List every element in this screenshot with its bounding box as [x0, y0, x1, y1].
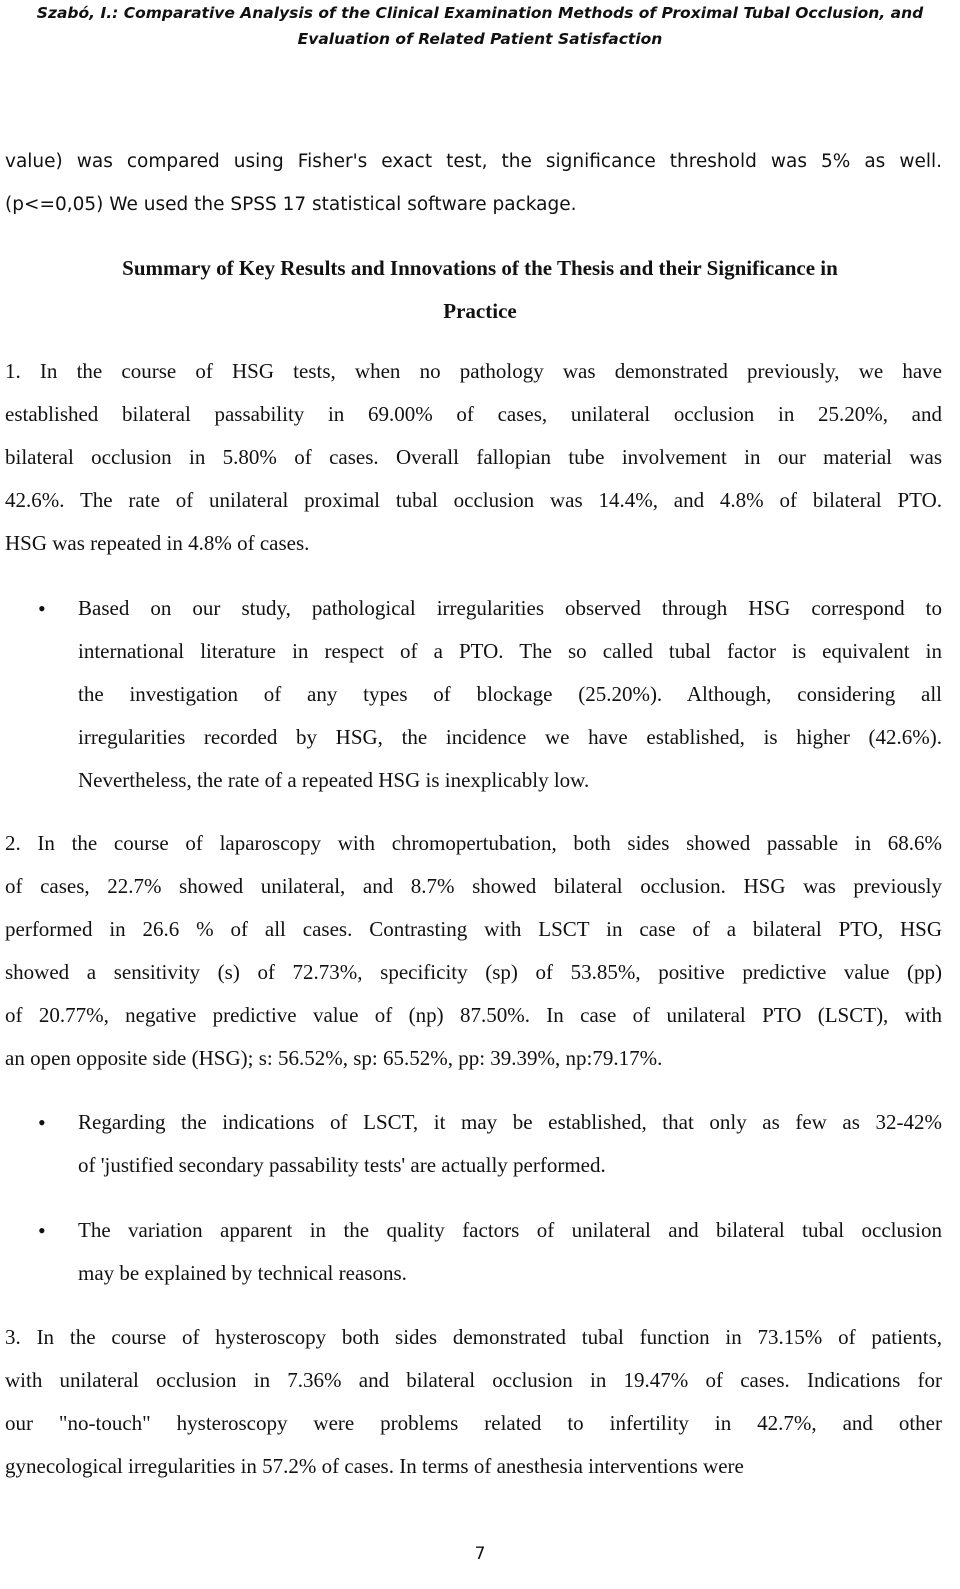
result-3-paragraph: [5, 1316, 942, 1488]
bullet-2-text: [78, 1101, 942, 1187]
bullet-1-line-1: Based on our study, pathological irregularities observed through HSG correspond to: [78, 596, 942, 620]
result-2-line-6: an open opposite side (HSG); s: 56.52%, sp: 65.52%, pp: 39.39%, np:79.17%.: [5, 1046, 663, 1070]
running-header: [0, 0, 960, 52]
bullet-icon: •: [38, 1218, 46, 1243]
bullet-2-line-1: Regarding the indications of LSCT, it may be established, that only as few as 32-42%: [78, 1110, 942, 1134]
result-3-line-3: our "no-touch" hysteroscopy were problems related to infertility in 42.7%, and other: [5, 1411, 942, 1435]
result-2-line-2: of cases, 22.7% showed unilateral, and 8.7% showed bilateral occlusion. HSG was previously: [5, 874, 942, 898]
result-2-line-3: performed in 26.6 % of all cases. Contrasting with LSCT in case of a bilateral PTO, HSG: [5, 917, 942, 941]
result-3-line-4: gynecological irregularities in 57.2% of cases. In terms of anesthesia interventions were: [5, 1454, 744, 1478]
bullet-1-line-3: the investigation of any types of blockage (25.20%). Although, considering all: [78, 682, 942, 706]
bullet-3-line-1: The variation apparent in the quality factors of unilateral and bilateral tubal occlusion: [78, 1218, 942, 1242]
bullet-1-line-2: international literature in respect of a PTO. The so called tubal factor is equivalent in: [78, 639, 942, 663]
page-number: 7: [474, 1544, 486, 1564]
result-1-line-5: HSG was repeated in 4.8% of cases.: [5, 531, 310, 555]
result-2-line-1: 2. In the course of laparoscopy with chromopertubation, both sides showed passable in 68.6%: [5, 831, 942, 855]
bullet-icon: •: [38, 1110, 46, 1135]
bullet-icon: •: [38, 596, 46, 621]
intro-line-2: (p<=0,05) We used the SPSS 17 statistical software package.: [5, 194, 577, 215]
bullet-1-line-5: Nevertheless, the rate of a repeated HSG is inexplicably low.: [78, 768, 590, 792]
bullet-2-line-2: of 'justified secondary passability tests' are actually performed.: [78, 1153, 606, 1177]
section-heading-line-2: Practice: [443, 299, 517, 323]
result-1-line-2: established bilateral passability in 69.00% of cases, unilateral occlusion in 25.20%, and: [5, 402, 942, 426]
header-line-1: Szabó, I.: Comparative Analysis of the Clinical Examination Methods of Proximal Tubal Occlusion, and: [36, 4, 924, 22]
intro-line-1: value) was compared using Fisher's exact test, the significance threshold was 5% as well.: [5, 151, 942, 172]
result-2-line-4: showed a sensitivity (s) of 72.73%, specificity (sp) of 53.85%, positive predictive value (pp): [5, 960, 942, 984]
bullet-1-text: [78, 587, 942, 802]
result-2-paragraph: [5, 822, 942, 1080]
result-2-line-5: of 20.77%, negative predictive value of (np) 87.50%. In case of unilateral PTO (LSCT), with: [5, 1003, 942, 1027]
result-3-line-2: with unilateral occlusion in 7.36% and bilateral occlusion in 19.47% of cases. Indications for: [5, 1368, 942, 1392]
result-1-line-3: bilateral occlusion in 5.80% of cases. Overall fallopian tube involvement in our material was: [5, 445, 942, 469]
result-1-paragraph: [5, 350, 942, 565]
header-line-2: Evaluation of Related Patient Satisfaction: [297, 30, 663, 48]
intro-paragraph: [5, 140, 942, 226]
bullet-3-text: [78, 1209, 942, 1295]
section-heading: [0, 247, 960, 333]
bullet-1-line-4: irregularities recorded by HSG, the incidence we have established, is higher (42.6%).: [78, 725, 942, 749]
result-1-line-4: 42.6%. The rate of unilateral proximal tubal occlusion was 14.4%, and 4.8% of bilateral PTO.: [5, 488, 942, 512]
result-1-line-1: 1. In the course of HSG tests, when no pathology was demonstrated previously, we have: [5, 359, 942, 383]
section-heading-line-1: Summary of Key Results and Innovations of the Thesis and their Significance in: [122, 256, 838, 280]
bullet-3-line-2: may be explained by technical reasons.: [78, 1261, 407, 1285]
result-3-line-1: 3. In the course of hysteroscopy both sides demonstrated tubal function in 73.15% of patients,: [5, 1325, 942, 1349]
